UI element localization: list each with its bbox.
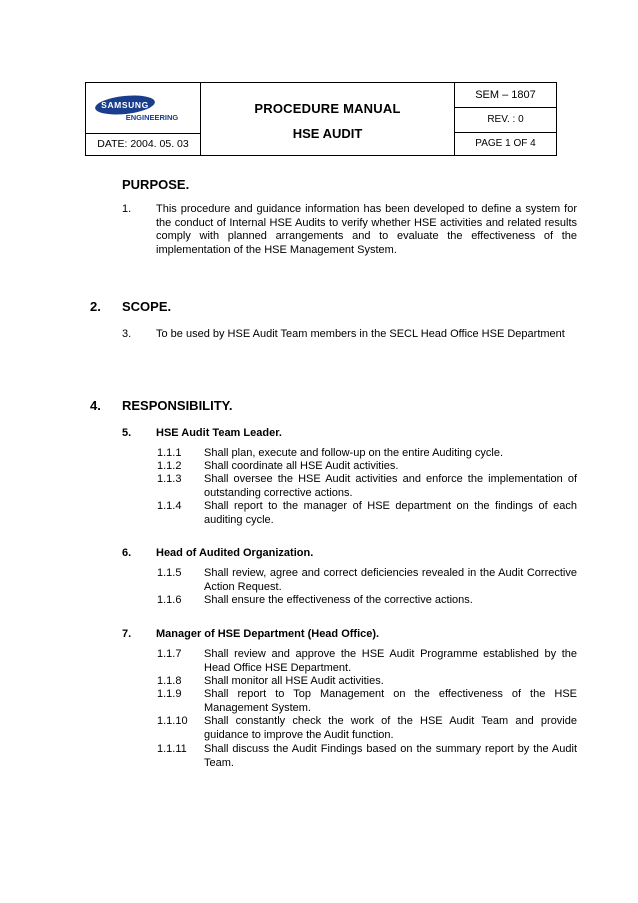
logo-text-bottom: ENGINEERING — [125, 113, 179, 122]
item-number: 1.1.3 — [157, 473, 182, 485]
item-text: Shall report to the manager of HSE department on the findings of each auditing cycle. — [204, 500, 577, 526]
scope-item-number: 3. — [122, 328, 132, 340]
item-number: 1.1.9 — [157, 688, 182, 700]
item-number: 1.1.7 — [157, 648, 182, 660]
purpose-item-number: 1. — [122, 203, 132, 215]
header-left-column — [86, 83, 201, 155]
logo-text-top: SAMSUNG — [101, 100, 149, 110]
item-text: Shall ensure the effectiveness of the corrective actions. — [204, 594, 473, 606]
item-number: 1.1.6 — [157, 594, 182, 606]
group-title: Manager of HSE Department (Head Office). — [156, 628, 380, 640]
document-number: SEM – 1807 — [455, 83, 556, 108]
group-title: Head of Audited Organization. — [156, 547, 314, 559]
responsibility-number: 4. — [90, 398, 101, 413]
logo-cell — [86, 83, 200, 134]
revision-number: REV. : 0 — [455, 108, 556, 133]
header-title-block — [201, 83, 454, 155]
manual-title: PROCEDURE MANUAL — [254, 101, 401, 116]
date-field: DATE: 2004. 05. 03 — [97, 138, 189, 150]
header-right-column — [454, 83, 556, 155]
group-title: HSE Audit Team Leader. — [156, 427, 282, 439]
item-text: Shall report to Top Management on the effectiveness of the HSE Management System. — [204, 688, 577, 714]
item-number: 1.1.1 — [157, 447, 182, 459]
item-text: Shall coordinate all HSE Audit activities. — [204, 460, 399, 472]
item-number: 1.1.11 — [157, 743, 187, 755]
group-number: 7. — [122, 628, 132, 640]
item-number: 1.1.4 — [157, 500, 182, 512]
scope-item-text: To be used by HSE Audit Team members in the SECL Head Office HSE Department — [156, 328, 565, 340]
item-number: 1.1.5 — [157, 567, 182, 579]
purpose-heading: PURPOSE. — [122, 177, 190, 192]
manual-subtitle: HSE AUDIT — [292, 126, 363, 141]
item-text: Shall constantly check the work of the HSE Audit Team and provide guidance to improve the Audit function. — [204, 715, 577, 741]
samsung-engineering-logo — [94, 93, 192, 123]
purpose-item-text: This procedure and guidance information has been developed to define a system for the conduct of Internal HSE Audits to verify whether HSE activities and related results comply with planned arrangements and to evaluate the effectiveness of the implementation of the HSE Management System. — [156, 203, 577, 256]
item-text: Shall monitor all HSE Audit activities. — [204, 675, 384, 687]
page-number: PAGE 1 OF 4 — [475, 138, 536, 149]
item-text: Shall oversee the HSE Audit activities and enforce the implementation of outstanding corrective actions. — [204, 473, 577, 499]
item-text: Shall plan, execute and follow-up on the entire Auditing cycle. — [204, 447, 504, 459]
item-number: 1.1.2 — [157, 460, 182, 472]
scope-heading: SCOPE. — [122, 299, 172, 314]
group-number: 5. — [122, 427, 132, 439]
group-number: 6. — [122, 547, 132, 559]
item-number: 1.1.10 — [157, 715, 188, 727]
item-text: Shall review, agree and correct deficiencies revealed in the Audit Corrective Action Request. — [204, 567, 577, 593]
scope-number: 2. — [90, 299, 101, 314]
document-header — [85, 82, 557, 156]
item-number: 1.1.8 — [157, 675, 182, 687]
item-text: Shall discuss the Audit Findings based on the summary report by the Audit Team. — [204, 743, 577, 769]
item-text: Shall review and approve the HSE Audit Programme established by the Head Office HSE Department. — [204, 648, 577, 674]
responsibility-heading: RESPONSIBILITY. — [122, 398, 233, 413]
